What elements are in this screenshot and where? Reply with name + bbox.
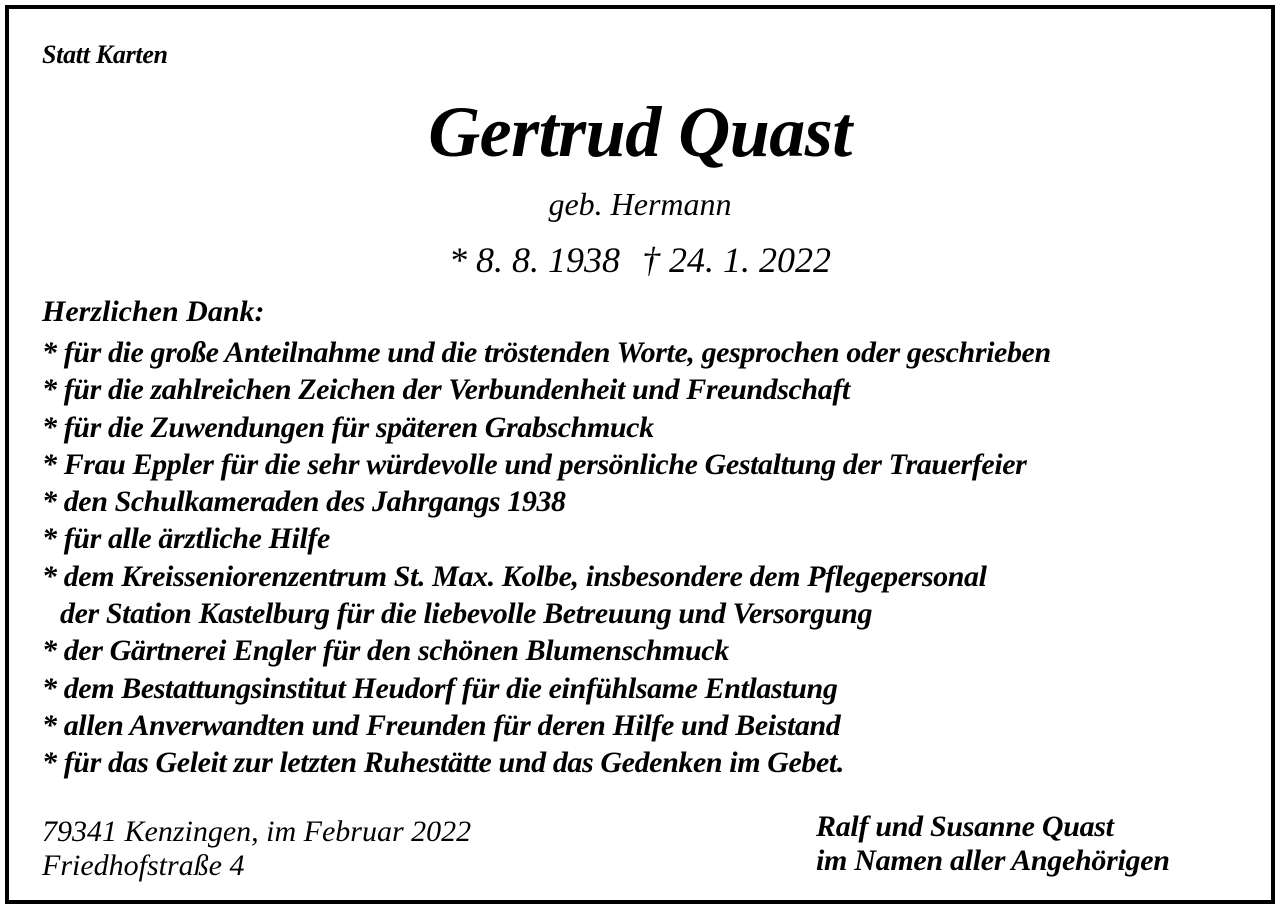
address-line: Friedhofstraße 4 (42, 849, 245, 882)
thanks-line: * Frau Eppler für die sehr würdevolle und persönliche Gestaltung der Trauerfeier (42, 447, 1027, 481)
birth-date: * 8. 8. 1938 (449, 240, 620, 280)
thanks-heading: Herzlichen Dank: (42, 295, 265, 328)
thanks-line: * für die Zuwendungen für späteren Grabschmuck (42, 410, 654, 444)
header-note: Statt Karten (42, 40, 168, 69)
thanks-line: * für die zahlreichen Zeichen der Verbundenheit und Freundschaft (42, 373, 850, 407)
death-date: † 24. 1. 2022 (642, 240, 831, 280)
signature-family: im Namen aller Angehörigen (816, 844, 1170, 877)
signature-names: Ralf und Susanne Quast (816, 810, 1114, 843)
thanks-line-continuation: der Station Kastelburg für die liebevolle Betreuung und Versorgung (60, 597, 873, 631)
maiden-name: geb. Hermann (548, 186, 732, 222)
thanks-line: * der Gärtnerei Engler für den schönen Blumenschmuck (42, 634, 729, 668)
thanks-line: * dem Kreisseniorenzentrum St. Max. Kolbe, insbesondere dem Pflegepersonal (42, 559, 987, 593)
thanks-line: * den Schulkameraden des Jahrgangs 1938 (42, 485, 566, 519)
life-dates (0, 238, 1280, 282)
signature-block (816, 810, 1170, 878)
place-date-line: 79341 Kenzingen, im Februar 2022 (42, 815, 472, 848)
thanks-line: * für alle ärztliche Hilfe (42, 522, 330, 556)
thanks-line: * für das Geleit zur letzten Ruhestätte und das Gedenken im Gebet. (42, 746, 844, 780)
thanks-list (42, 334, 1252, 782)
place-and-address (42, 815, 471, 883)
thanks-line: * für die große Anteilnahme und die tröstenden Worte, gesprochen oder geschrieben (42, 336, 1051, 369)
thanks-line: * allen Anverwandten und Freunden für deren Hilfe und Beistand (42, 708, 841, 742)
thanks-line: * dem Bestattungsinstitut Heudorf für die einfühlsame Entlastung (42, 671, 838, 705)
deceased-name: Gertrud Quast (428, 92, 852, 172)
